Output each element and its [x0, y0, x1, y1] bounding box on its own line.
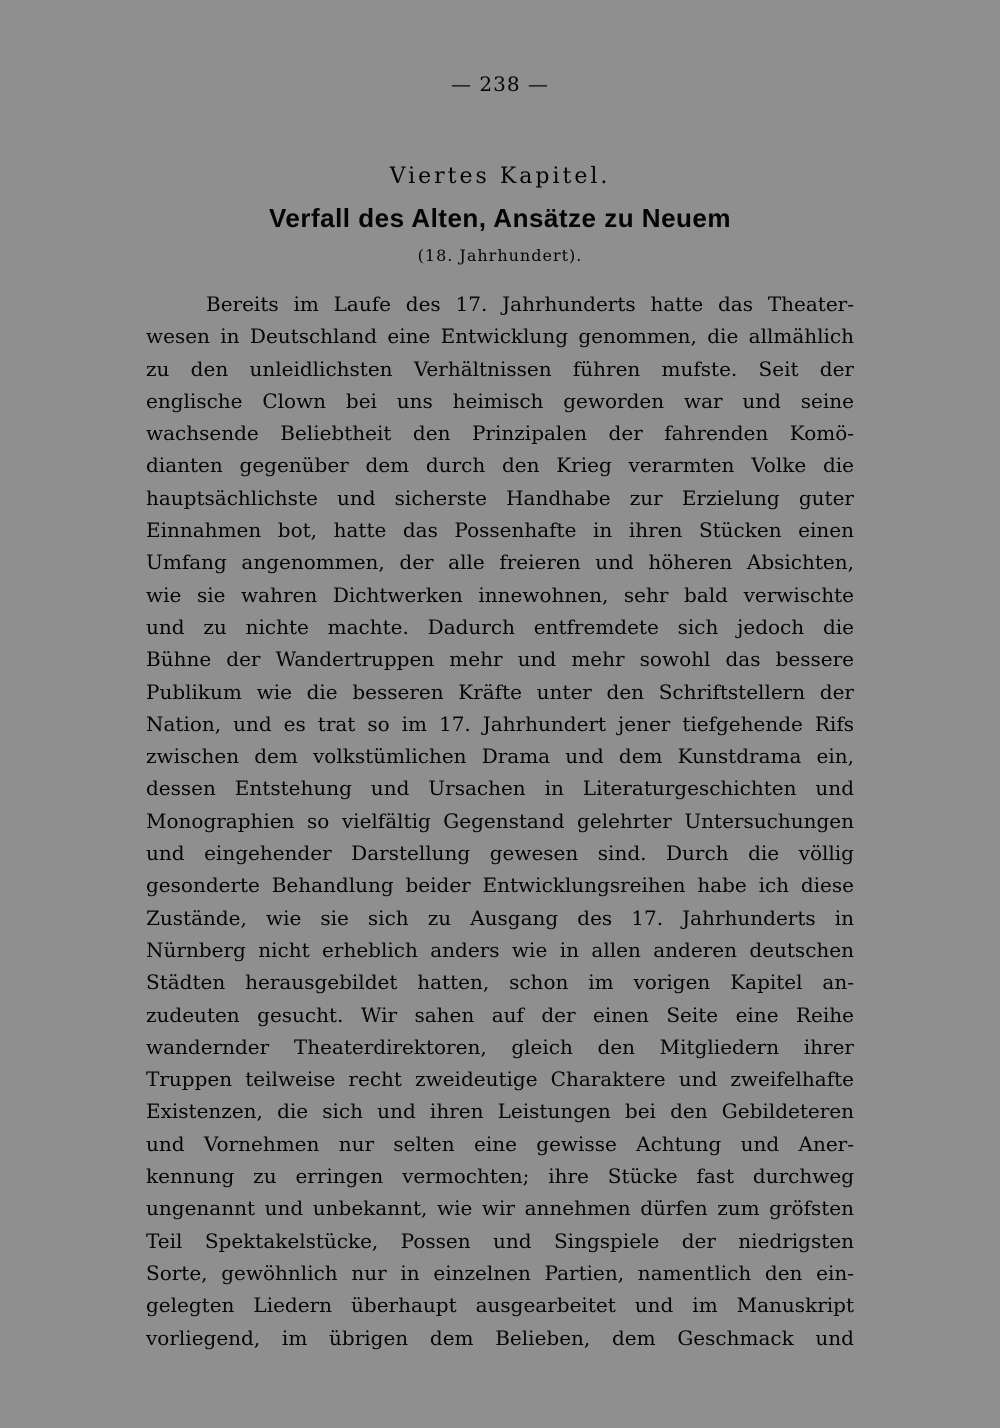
text-line: und Vornehmen nur selten eine gewisse Achtung und Aner-: [146, 1131, 854, 1156]
text-line: Truppen teilweise recht zweideutige Charaktere und zweifelhafte: [146, 1067, 854, 1092]
text-line: wesen in Deutschland eine Entwicklung genommen, die allmählich: [146, 324, 854, 349]
text-line: Städten herausgebildet hatten, schon im vorigen Kapitel an-: [146, 970, 854, 995]
text-line: Existenzen, die sich und ihren Leistungen bei den Gebildeteren: [146, 1099, 854, 1124]
text-line: Einnahmen bot, hatte das Possenhafte in ihren Stücken einen: [146, 518, 854, 543]
text-line: hauptsächlichste und sicherste Handhabe zur Erzielung guter: [146, 485, 854, 510]
text-line: Nation, und es trat so im 17. Jahrhundert jener tiefgehende Rifs: [146, 711, 854, 736]
chapter-label: Viertes Kapitel.: [389, 164, 611, 189]
text-line: zwischen dem volkstümlichen Drama und dem Kunstdrama ein,: [146, 744, 854, 769]
page-number: — 238 —: [451, 72, 549, 96]
text-line: Teil Spektakelstücke, Possen und Singspiele der niedrigsten: [146, 1228, 854, 1253]
text-line: zu den unleidlichsten Verhältnissen führen mufste. Seit der: [146, 356, 854, 381]
text-line: wachsende Beliebtheit den Prinzipalen der fahrenden Komö-: [146, 421, 854, 446]
text-line: Nürnberg nicht erheblich anders wie in allen anderen deutschen: [146, 937, 854, 962]
text-line: dessen Entstehung und Ursachen in Literaturgeschichten und: [146, 776, 854, 801]
text-line: und zu nichte machte. Dadurch entfremdete sich jedoch die: [146, 614, 854, 639]
chapter-subtitle: (18. Jahrhundert).: [417, 246, 583, 265]
text-line: Bereits im Laufe des 17. Jahrhunderts hatte das Theater-: [206, 292, 854, 316]
text-line: englische Clown bei uns heimisch geworden war und seine: [146, 388, 854, 413]
text-line: Umfang angenommen, der alle freieren und höheren Absichten,: [146, 550, 854, 575]
text-line: Monographien so vielfältig Gegenstand gelehrter Untersuchungen: [146, 808, 854, 833]
text-line: dianten gegenüber dem durch den Krieg verarmten Volke die: [146, 453, 854, 478]
text-line: zudeuten gesucht. Wir sahen auf der einen Seite eine Reihe: [146, 1002, 854, 1027]
text-line: vorliegend, im übrigen dem Belieben, dem Geschmack und: [146, 1325, 854, 1350]
text-line: wandernder Theaterdirektoren, gleich den Mitgliedern ihrer: [146, 1034, 854, 1059]
text-line: Bühne der Wandertruppen mehr und mehr sowohl das bessere: [146, 647, 854, 672]
text-line: kennung zu erringen vermochten; ihre Stücke fast durchweg: [146, 1164, 854, 1189]
text-line: Sorte, gewöhnlich nur in einzelnen Partien, namentlich den ein-: [146, 1260, 854, 1285]
text-line: gesonderte Behandlung beider Entwicklungsreihen habe ich diese: [146, 873, 854, 898]
body-text: [146, 288, 854, 1354]
text-line: Zustände, wie sie sich zu Ausgang des 17. Jahrhunderts in: [146, 905, 854, 930]
text-line: wie sie wahren Dichtwerken innewohnen, sehr bald verwischte: [146, 582, 854, 607]
text-line: und eingehender Darstellung gewesen sind. Durch die völlig: [146, 841, 854, 866]
text-line: gelegten Liedern überhaupt ausgearbeitet und im Manuskript: [146, 1293, 854, 1318]
text-line: Publikum wie die besseren Kräfte unter den Schriftstellern der: [146, 679, 854, 704]
text-line: ungenannt und unbekannt, wie wir annehmen dürfen zum gröfsten: [146, 1196, 854, 1221]
chapter-title: Verfall des Alten, Ansätze zu Neuem: [268, 203, 732, 233]
